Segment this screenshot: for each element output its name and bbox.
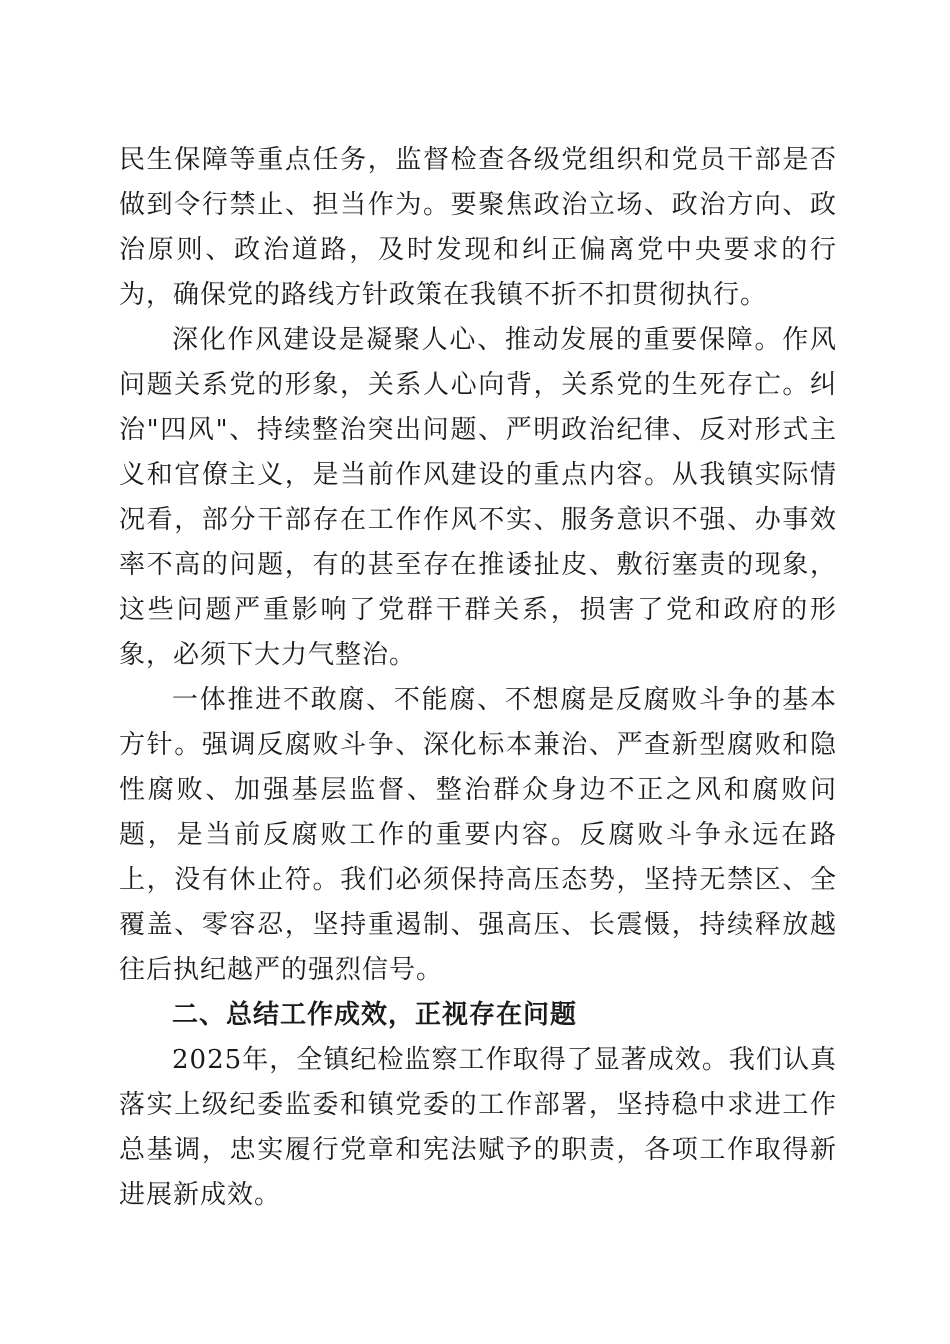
document-body: [119, 138, 837, 1218]
section-heading: 二、总结工作成效，正视存在问题: [172, 1000, 578, 1030]
paragraph-continuation: 民生保障等重点任务，监督检查各级党组织和党员干部是否做到令行禁止、担当作为。要聚焦政治立场、政治方向、政治原则、政治道路，及时发现和纠正偏离党中央要求的行为，确保党的路线方针政策在我镇不折不扣贯彻执行。: [119, 145, 837, 310]
paragraph-anti-corruption: 一体推进不敢腐、不能腐、不想腐是反腐败斗争的基本方针。强调反腐败斗争、深化标本兼治、严查新型腐败和隐性腐败、加强基层监督、整治群众身边不正之风和腐败问题，是当前反腐败工作的重要内容。反腐败斗争永远在路上，没有休止符。我们必须保持高压态势，坚持无禁区、全覆盖、零容忍，坚持重遏制、强高压、长震慑，持续释放越往后执纪越严的强烈信号。: [119, 685, 837, 985]
paragraph-work-style: 深化作风建设是凝聚人心、推动发展的重要保障。作风问题关系党的形象，关系人心向背，关系党的生死存亡。纠治"四风"、持续整治突出问题、严明政治纪律、反对形式主义和官僚主义，是当前作风建设的重点内容。从我镇实际情况看，部分干部存在工作作风不实、服务意识不强、办事效率不高的问题，有的甚至存在推诿扯皮、敷衍塞责的现象，这些问题严重影响了党群干群关系，损害了党和政府的形象，必须下大力气整治。: [119, 325, 837, 670]
paragraph-achievements: 2025年，全镇纪检监察工作取得了显著成效。我们认真落实上级纪委监委和镇党委的工作部署，坚持稳中求进工作总基调，忠实履行党章和宪法赋予的职责，各项工作取得新进展新成效。: [119, 1045, 837, 1210]
